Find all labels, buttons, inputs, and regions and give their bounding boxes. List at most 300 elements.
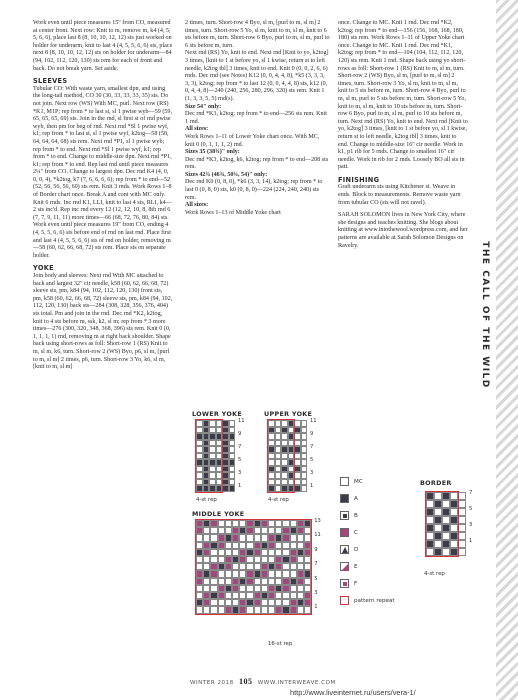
row-number: 9: [238, 431, 242, 437]
row-number: 3: [469, 522, 473, 528]
row-number: 11: [314, 532, 321, 539]
legend-label: F: [354, 580, 358, 587]
chart-cell: [290, 549, 297, 556]
chart-cell: [275, 606, 282, 613]
chart-cell: [275, 570, 282, 577]
chart-caption: 4-st rep: [196, 497, 217, 503]
chart-cell: [261, 599, 268, 606]
chart-cell: [225, 606, 232, 613]
row-number: 5: [238, 457, 242, 463]
chart-cell: [458, 532, 466, 540]
chart-cell: [275, 592, 282, 599]
chart-cell: [304, 578, 311, 585]
chart-cell: [196, 534, 203, 541]
chart-cell: [196, 542, 203, 549]
chart-cell: [239, 585, 246, 592]
row-number: 1: [310, 483, 314, 489]
row-number: 7: [310, 444, 314, 450]
chart-cell: [450, 492, 458, 500]
chart-cell: [268, 520, 275, 527]
chart-cell: [297, 542, 304, 549]
chart-cell: [297, 570, 304, 577]
chart-cell: [434, 548, 442, 556]
chart-cell: [218, 549, 225, 556]
chart-cell: [246, 527, 253, 534]
row-number: 9: [310, 431, 314, 437]
chart-cell: [246, 549, 253, 556]
chart-cell: [261, 585, 268, 592]
chart-cell: [297, 527, 304, 534]
chart-cell: [426, 548, 434, 556]
chart-cell: [225, 556, 232, 563]
chart-cell: [239, 556, 246, 563]
chart-cell: [282, 549, 289, 556]
chart-cell: [268, 570, 275, 577]
chart-cell: [442, 516, 450, 524]
chart-cell: [434, 516, 442, 524]
chart-cell: [218, 534, 225, 541]
chart-cell: [268, 549, 275, 556]
swatch-pattern-repeat: [340, 596, 349, 605]
chart-cell: [426, 540, 434, 548]
body-paragraph: Dec rnd *K3, k2tog; rep from * to end—256 sts rem. Knit 1 rnd.: [185, 111, 327, 125]
chart-cell: [304, 585, 311, 592]
body-paragraph: Tubular CO: With waste yarn, smallest dpn, and using the long-tail method, CO 30 (30, 33, 33, 33, 35) sts. Do not join. Next row (WS) With MC, purl. Next row (RS) *K1, M1P; rep from * to last st, sl 1 pwise wyb—59 (59, 65, 65, 65, 69) sts. Join in the rnd, sl first st of rnd pwise wyb, then pm for beg of rnd. Next rnd *Sl 1 pwise wyf, k1; rep from * to last st, sl 1 pwise wyf, k2tog—58 (58, 64, 64, 64, 68) sts rem. Next rnd *P1, sl 1 pwise wyb; rep from * to end. Next rnd *Sl 1 pwise wyf, k1; rep from * to end. Change to middle-size dpn. Next rnd *P1, k1; rep from * to end. Rep last rnd until piece measures 2¼" from CO. Change to largest dpn. Dec rnd K4 (4, 0, 0, 0, 4), *k2tog, k7 (7, 6, 6, 6, 6); rep from * to end—52 (52, 56, 56, 56, 60) sts rem. Knit 3 rnds. Work Rows 1–8 of Border chart once. Break A and cont with MC only. Knit 6 rnds. Inc rnd K1, LLI, knit to last 4 sts, RLI, k4—2 sts inc'd. Rep inc rnd every 12 (12, 12, 10, 8, 8th rnd 6 (7, 7, 9, 11, 11) more times—66 (68, 72, 76, 80, 84) sts. Work even until piece measures 19" from CO, ending 4 (4, 5, 5, 6, 6) sts before end of rnd on last rnd. Place first and last 4 (4, 5, 5, 6, 6) sts of rnd on holder, removing m—58 (60, 62, 66, 68, 72) sts rem. Place sts on separate holder.: [33, 85, 172, 259]
chart-cell: [246, 534, 253, 541]
chart-cell: [203, 585, 210, 592]
chart-cell: [301, 485, 308, 492]
chart-cell: [450, 540, 458, 548]
chart-cell: [261, 606, 268, 613]
row-number: 3: [238, 470, 242, 476]
chart-cell: [290, 606, 297, 613]
chart-cell: [225, 563, 232, 570]
chart-cell: [290, 599, 297, 606]
chart-cell: [210, 520, 217, 527]
chart-cell: [254, 534, 261, 541]
chart-cell: [203, 578, 210, 585]
chart-cell: [239, 578, 246, 585]
chart-cell: [261, 549, 268, 556]
chart-cell: [450, 548, 458, 556]
chart-cell: [426, 508, 434, 516]
chart-cell: [297, 549, 304, 556]
chart-cell: [239, 563, 246, 570]
chart-cell: [458, 516, 466, 524]
chart-cell: [282, 599, 289, 606]
page-number: 105: [239, 677, 253, 686]
chart-cell: [426, 516, 434, 524]
chart-cell: [210, 570, 217, 577]
heading-sleeves: SLEEVES: [33, 77, 68, 86]
legend-item-c: [340, 528, 358, 537]
chart-cell: [261, 563, 268, 570]
chart-title-upper-yoke: UPPER YOKE: [264, 410, 313, 418]
chart-cell: [218, 527, 225, 534]
chart-cell: [218, 520, 225, 527]
chart-cell: [442, 540, 450, 548]
chart-cell: [232, 563, 239, 570]
chart-cell: [275, 527, 282, 534]
chart-cell: [304, 570, 311, 577]
size-heading: Size 54" only:: [185, 103, 222, 110]
body-paragraph: Work even until piece measures 15" from CO, measured at center front. Next row: Knit to m, remove m, k4 (4, 5, 5, 6, 6), place last 8 (8, 10, 10, 12, 12) sts just worked on holder for underarm, knit to last 4 (4, 5, 5, 6, 6) sts, place next 8 (8, 10, 10, 12, 12) sts on holder for underarm—84 (94, 102, 112, 120, 130) sts rem for each of front and back. Do not break yarn. Set aside.: [33, 20, 173, 72]
chart-cell: [442, 508, 450, 516]
size-heading: All sizes:: [185, 126, 209, 133]
chart-cell: [254, 570, 261, 577]
chart-cell: [282, 520, 289, 527]
chart-cell: [225, 585, 232, 592]
chart-cell: [261, 578, 268, 585]
chart-cell: [196, 606, 203, 613]
chart-cell: [225, 549, 232, 556]
chart-cell: [203, 527, 210, 534]
chart-cell: [434, 524, 442, 532]
section-title-vertical: [474, 230, 496, 400]
chart-cell: [268, 606, 275, 613]
chart-cell: [232, 534, 239, 541]
row-number: 9: [314, 546, 318, 553]
body-paragraph: Work Rows 1–11 of Lower Yoke chart once. With MC, knit 0 (0, 1, 1, 1, 2) rnd.: [185, 133, 320, 148]
chart-cell: [282, 556, 289, 563]
row-number: 5: [469, 506, 473, 512]
chart-cell: [246, 570, 253, 577]
chart-cell: [254, 542, 261, 549]
chart-cell: [434, 500, 442, 508]
chart-cell: [442, 524, 450, 532]
section-title-text: THE CALL OF THE WILD: [480, 237, 490, 393]
chart-cell: [225, 570, 232, 577]
chart-cell: [275, 599, 282, 606]
chart-cell: [225, 578, 232, 585]
text-column-1: [33, 20, 173, 372]
chart-cell: [290, 542, 297, 549]
chart-cell: [196, 570, 203, 577]
chart-cell: [261, 542, 268, 549]
chart-cell: [254, 549, 261, 556]
chart-cell: [232, 578, 239, 585]
chart-cell: [434, 532, 442, 540]
chart-title-border: BORDER: [420, 479, 452, 487]
chart-cell: [254, 527, 261, 534]
legend-item-e: [340, 562, 358, 571]
chart-cell: [232, 592, 239, 599]
chart-cell: [290, 534, 297, 541]
chart-cell: [239, 606, 246, 613]
chart-cell: [458, 508, 466, 516]
chart-cell: [254, 578, 261, 585]
chart-cell: [218, 563, 225, 570]
chart-cell: [458, 540, 466, 548]
chart-cell: [225, 542, 232, 549]
chart-cell: [225, 592, 232, 599]
size-heading: All sizes:: [185, 202, 209, 209]
row-number: 5: [310, 457, 314, 463]
chart-cell: [282, 606, 289, 613]
chart-cell: [268, 534, 275, 541]
chart-cell: [290, 520, 297, 527]
chart-cell: [232, 556, 239, 563]
legend-label: B: [354, 512, 358, 519]
chart-cell: [225, 599, 232, 606]
swatch-b: [340, 511, 349, 520]
chart-cell: [458, 492, 466, 500]
chart-cell: [232, 570, 239, 577]
chart-cell: [210, 549, 217, 556]
chart-cell: [196, 578, 203, 585]
chart-cell: [246, 542, 253, 549]
chart-cell: [210, 578, 217, 585]
legend-item-b: [340, 511, 358, 520]
chart-cell: [426, 492, 434, 500]
chart-cell: [304, 527, 311, 534]
chart-cell: [297, 556, 304, 563]
chart-cell: [450, 516, 458, 524]
chart-cell: [254, 556, 261, 563]
chart-title-lower-yoke: LOWER YOKE: [192, 410, 242, 418]
chart-cell: [290, 527, 297, 534]
chart-cell: [282, 578, 289, 585]
chart-cell: [297, 534, 304, 541]
chart-cell: [304, 549, 311, 556]
chart-cell: [275, 556, 282, 563]
chart-cell: [254, 606, 261, 613]
chart-cell: [297, 599, 304, 606]
legend-item-d: [340, 545, 358, 554]
legend-item-pattern-repeat: [340, 596, 395, 605]
chart-cell: [275, 563, 282, 570]
body-paragraph: once. Change to MC. Knit 1 rnd. Dec rnd *K2, k2tog; rep from * to end—156 (156, 168, 168, 180, 180) sts rem. Work Rows 1–11 of Upper Yoke chart once. Change to MC. Knit 1 rnd. Dec rnd *K1, k2tog; rep from * to end—104 (104, 112, 112, 120, 120) sts rem. Knit 1 rnd. Shape back using yo short-rows as foll: Short-row 1 (RS) Knit to m, sl m, turn. Short-row 2 (WS) Byo, sl m, [purl to m, sl m] 2 times, turn. Short-row 3 Yo, sl m, knit to m, sl m, knit to 5 sts before m, turn. Short-row 4 Byo, purl to m, sl m, purl to 5 sts before m, turn. Short-row 5 Yo, knit to m, sl m, knit to 10 sts before m, turn. Short-row 6 Byo, purl to m, sl m, purl to 10 sts before m, turn. Next rnd (RS) Yo, knit to end. Next rnd [Knit to yo, k2tog] 3 times, [knit to 1 st before yo, sl 1 kwise, return st to left needle, k2tog tbl] 3 times, knit to end. Change to middle-size 16" cir needle. Work in k1, p1 rib for 5 rnds. Change to smallest 16" cir needle. Work in rib for 2 rnds. Loosely BO all sts in patt.: [338, 20, 468, 171]
chart-cell: [282, 542, 289, 549]
row-number: 1: [238, 483, 242, 489]
chart-cell: [239, 520, 246, 527]
chart-cell: [268, 527, 275, 534]
chart-cell: [246, 585, 253, 592]
body-paragraph: Graft underarm sts using Kitchener st. Weave in ends. Block to measurements. Remove waste yarn from tubular CO (sts will not ravel).: [338, 184, 461, 206]
chart-cell: [254, 599, 261, 606]
chart-cell: [246, 578, 253, 585]
chart-cell: [450, 508, 458, 516]
chart-cell: [246, 556, 253, 563]
designer-bio: SARAH SOLOMON lives in New York City, where she designs and teaches knitting. She blogs about knitting at www.intothewool.wordpress.com, and her patterns are available at Sarah Solomon Designs on Ravelry.: [338, 212, 468, 249]
chart-cell: [282, 592, 289, 599]
legend-label: E: [354, 563, 358, 570]
row-number: 11: [310, 418, 317, 424]
chart-cell: [304, 534, 311, 541]
row-number: 7: [314, 561, 318, 568]
chart-cell: [225, 527, 232, 534]
chart-cell: [232, 520, 239, 527]
text-column-2: [185, 20, 330, 217]
chart-cell: [210, 542, 217, 549]
chart-upper-yoke: [268, 418, 317, 492]
legend-item-mc: [340, 477, 363, 486]
swatch-mc: [340, 477, 349, 486]
swatch-f: [340, 579, 349, 588]
chart-cell: [210, 534, 217, 541]
chart-cell: [218, 592, 225, 599]
chart-cell: [203, 606, 210, 613]
swatch-a: [340, 494, 349, 503]
chart-cell: [275, 520, 282, 527]
heading-finishing: FINISHING: [338, 175, 380, 184]
chart-cell: [290, 570, 297, 577]
legend-label: D: [354, 546, 359, 553]
row-number: 11: [238, 418, 245, 424]
chart-cell: [210, 606, 217, 613]
chart-cell: [210, 527, 217, 534]
chart-cell: [218, 542, 225, 549]
chart-cell: [218, 585, 225, 592]
footer-season: WINTER 2018: [190, 680, 234, 686]
swatch-c: [340, 528, 349, 537]
chart-cell: [239, 549, 246, 556]
row-number: 7: [238, 444, 242, 450]
chart-cell: [210, 592, 217, 599]
chart-cell: [196, 556, 203, 563]
body-paragraph: Dec rnd K0 (0, 8, 0), *k6 (3, 3, 14), k2tog; rep from * to last 0 (0, 8, 0) sts, k0 (0, 8, 0)—224 (224, 240, 240) sts rem.: [185, 179, 323, 201]
chart-cell: [268, 585, 275, 592]
chart-cell: [246, 592, 253, 599]
chart-cell: [203, 592, 210, 599]
chart-cell: [297, 592, 304, 599]
chart-cell: [442, 548, 450, 556]
chart-cell: [282, 527, 289, 534]
chart-cell: [254, 592, 261, 599]
chart-cell: [442, 532, 450, 540]
legend-item-a: [340, 494, 358, 503]
chart-cell: [275, 578, 282, 585]
chart-cell: [232, 549, 239, 556]
chart-cell: [232, 585, 239, 592]
chart-cell: [450, 532, 458, 540]
chart-cell: [290, 578, 297, 585]
chart-cell: [203, 542, 210, 549]
chart-cell: [218, 606, 225, 613]
chart-cell: [261, 520, 268, 527]
legend-label: A: [354, 495, 358, 502]
chart-cell: [297, 563, 304, 570]
chart-cell: [210, 556, 217, 563]
chart-cell: [218, 599, 225, 606]
chart-cell: [261, 592, 268, 599]
chart-cell: [297, 585, 304, 592]
body-paragraph: Dec rnd *K3, k2tog, k6, k2tog; rep from * to end—208 sts rem.: [185, 156, 329, 171]
legend-label: C: [354, 529, 358, 536]
chart-cell: [297, 606, 304, 613]
chart-cell: [261, 570, 268, 577]
chart-cell: [426, 532, 434, 540]
row-number: 1: [314, 604, 318, 611]
chart-cell: [434, 492, 442, 500]
chart-cell: [290, 556, 297, 563]
chart-cell: [458, 548, 466, 556]
chart-cell: [442, 492, 450, 500]
chart-cell: [458, 500, 466, 508]
chart-caption: 4-st rep: [268, 497, 289, 503]
chart-cell: [246, 606, 253, 613]
swatch-e: [340, 562, 349, 571]
chart-cell: [450, 500, 458, 508]
chart-cell: [232, 527, 239, 534]
chart-cell: [203, 570, 210, 577]
legend-label: pattern repeat: [354, 597, 395, 604]
chart-cell: [203, 520, 210, 527]
size-heading: Sizes 35 (38¾)" only:: [185, 149, 240, 156]
chart-cell: [304, 592, 311, 599]
chart-cell: [290, 592, 297, 599]
chart-cell: [246, 599, 253, 606]
chart-cell: [232, 542, 239, 549]
chart-cell: [196, 585, 203, 592]
chart-cell: [304, 520, 311, 527]
chart-cell: [246, 563, 253, 570]
row-number: 3: [314, 590, 318, 596]
chart-cell: [282, 570, 289, 577]
chart-cell: [268, 563, 275, 570]
footer-website: WWW.INTERWEAVE.COM: [257, 680, 336, 686]
chart-cell: [196, 520, 203, 527]
chart-cell: [304, 563, 311, 570]
chart-cell: [225, 520, 232, 527]
heading-yoke: YOKE: [33, 264, 54, 273]
chart-cell: [442, 500, 450, 508]
chart-cell: [268, 599, 275, 606]
chart-cell: [229, 485, 236, 492]
chart-cell: [268, 592, 275, 599]
chart-cell: [261, 534, 268, 541]
chart-cell: [203, 599, 210, 606]
chart-middle-yoke: [196, 518, 321, 614]
body-paragraph: 2 times, turn. Short-row 4 Byo, sl m, [purl to m, sl m] 2 times, turn. Short-row 5 Yo, sl m, knit to m, sl m, knit to 6 sts before m, turn. Short-row 6 Byo, purl to m, sl m, purl to 6 sts before m, turn.: [185, 20, 330, 49]
chart-cell: [426, 500, 434, 508]
chart-cell: [239, 527, 246, 534]
chart-cell: [210, 585, 217, 592]
chart-cell: [239, 542, 246, 549]
row-number: 7: [469, 490, 473, 496]
chart-cell: [304, 599, 311, 606]
chart-cell: [268, 556, 275, 563]
chart-cell: [203, 549, 210, 556]
chart-cell: [450, 524, 458, 532]
chart-lower-yoke: [196, 418, 245, 492]
row-number: 1: [469, 538, 473, 544]
decorative-stripe: [496, 0, 518, 700]
chart-border: [426, 490, 473, 556]
chart-caption: 16-st rep: [268, 641, 293, 647]
chart-cell: [225, 534, 232, 541]
chart-cell: [218, 578, 225, 585]
chart-cell: [232, 599, 239, 606]
chart-cell: [218, 570, 225, 577]
body-paragraph: Work Rows 1–13 of Middle Yoke chart: [185, 209, 281, 216]
legend-label: MC: [354, 478, 363, 485]
chart-cell: [275, 585, 282, 592]
chart-cell: [196, 563, 203, 570]
chart-cell: [282, 563, 289, 570]
chart-cell: [458, 524, 466, 532]
chart-cell: [196, 599, 203, 606]
row-number: 5: [314, 575, 318, 582]
body-paragraph: Join body and sleeves: Next rnd With MC attached to back and largest 32" cir needle, k58 (60, 62, 66, 68, 72) sleeve sts, pm, k84 (94, 102, 112, 120, 130) front sts, pm, k58 (60, 62, 66, 68, 72) sleeve sts, pm, k84 (94, 102, 112, 120, 130) back sts—284 (308, 328, 356, 376, 404) sts total. Pm and join in the rnd. Dec rnd *K2, k2tog, knit to 4 sts before m, ssk, k2, sl m; rep from * 3 more times—276 (300, 320, 348, 368, 396) sts rem. Knit 0 (0, 1, 1, 1, 1) rnd, removing m at right back shoulder. Shape back using short-rows as foll: Short-row 1 (RS) Knit to m, sl m, k6, turn. Short-row 2 (WS) Byo, p6, sl m, [purl to m, sl m] 2 times, p6, turn. Short-row 3 Yo, k6, sl m, [knit to m, sl m]: [33, 273, 173, 371]
watermark-url: http://www.liveinternet.ru/users/vera-1/: [290, 688, 416, 697]
chart-cell: [246, 520, 253, 527]
chart-cell: [254, 585, 261, 592]
chart-cell: [304, 606, 311, 613]
chart-cell: [275, 542, 282, 549]
chart-cell: [196, 527, 203, 534]
row-number: 13: [314, 518, 321, 524]
